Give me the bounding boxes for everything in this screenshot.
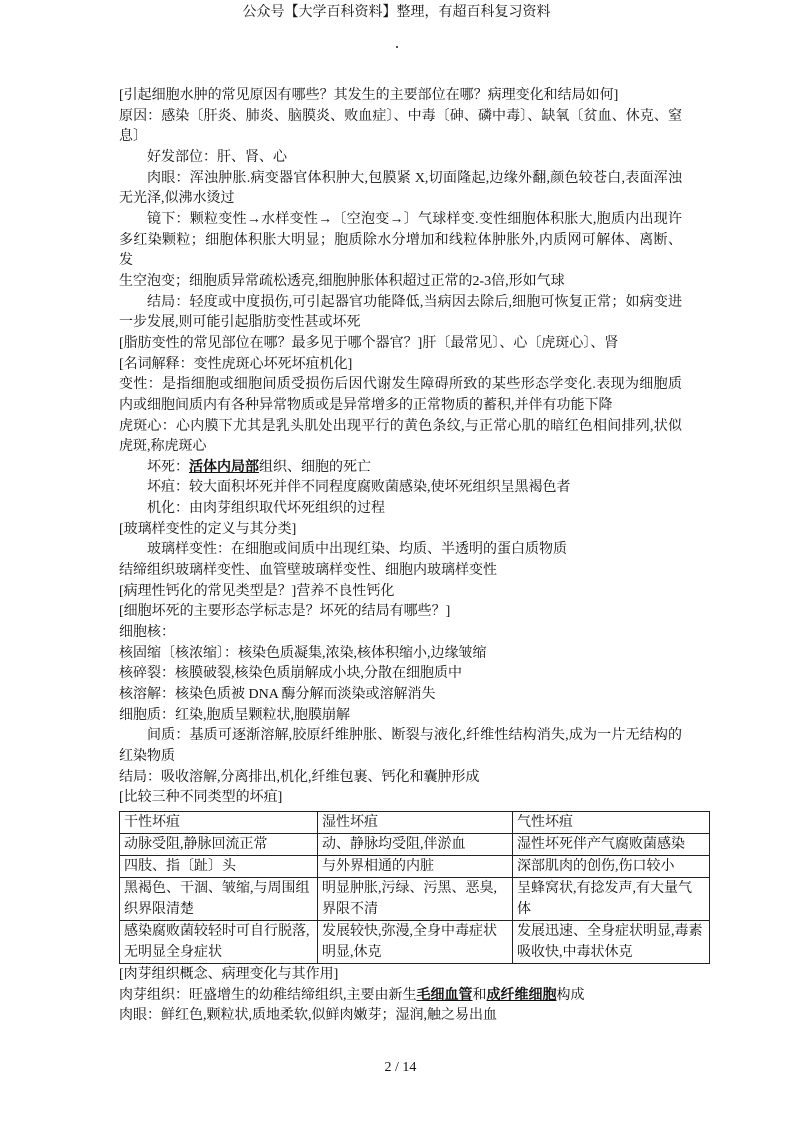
text-line: 息〕 (119, 129, 147, 145)
text-line: 变性：是指细胞或细胞间质受损伤后因代谢发生障碍所致的某些形态学变化.表现为细胞质 (119, 377, 682, 393)
table-cell: 黑褐色、干涸、皱缩,与周围组织界限清楚 (120, 877, 318, 920)
table-cell: 明显肿胀,污绿、污黑、恶臭,界限不清 (318, 877, 513, 920)
table-cell: 湿性坏疽 (318, 811, 513, 833)
page-header: 公众号【大学百科资料】整理，有超百科复习资料 (242, 5, 551, 20)
table-row (120, 877, 710, 920)
emphasized-term: 成纤维细胞 (486, 987, 557, 1003)
text-line: 玻璃样变性：在细胞或间质中出现红染、均质、半透明的蛋白质物质 (147, 542, 567, 558)
table-cell: 呈蜂窝状,有捻发声,有大量气体 (513, 877, 710, 920)
text-line: 间质：基质可逐渐溶解,胶原纤维肿胀、断裂与液化,纤维性结构消失,成为一片无结构的 (147, 728, 682, 744)
text-line: [病理性钙化的常见类型是？]营养不良性钙化 (119, 583, 395, 599)
text-line: 好发部位：肝、肾、心 (147, 149, 287, 165)
text-line: 机化：由肉芽组织取代坏死组织的过程 (147, 501, 385, 517)
text-line: 核固缩〔核浓缩〕：核染色质凝集,浓染,核体积缩小,边缘皱缩 (119, 645, 487, 661)
text-line: 虎斑,称虎斑心 (119, 439, 207, 455)
text-line: 肉眼：鲜红色,颗粒状,质地柔软,似鲜肉嫩芽；湿润,触之易出血 (119, 1008, 497, 1024)
text-line: 红染物质 (119, 749, 175, 764)
text-line: 结缔组织玻璃样变性、血管壁玻璃样变性、细胞内玻璃样变性 (119, 563, 497, 579)
text-segment: 坏死： (147, 459, 189, 475)
table-row (120, 920, 710, 963)
table-cell: 动、静脉均受阻,伴淤血 (318, 833, 513, 855)
text-line: 核溶解：核染色质被 DNA 酶分解而淡染或溶解消失 (119, 687, 436, 703)
table-row (120, 855, 710, 877)
table-header-row (120, 811, 710, 833)
text-line: [比较三种不同类型的坏疽] (119, 790, 283, 806)
text-line: 一步发展,则可能引起脂肪变性甚或坏死 (119, 315, 361, 331)
text-segment: 组织、细胞的死亡 (259, 459, 371, 475)
table-row (120, 833, 710, 855)
text-line: [肉芽组织概念、病理变化与其作用] (119, 966, 339, 982)
text-line: 原因：感染〔肝炎、肺炎、脑膜炎、败血症〕、中毒〔砷、磷中毒〕、缺氧〔贫血、休克、窒 (119, 108, 682, 124)
text-line: [脂肪变性的常见部位在哪？最多见于哪个器官？]肝〔最常见〕、心〔虎斑心〕、肾 (119, 335, 619, 351)
table-cell: 干性坏疽 (120, 811, 318, 833)
text-segment: 和 (472, 987, 487, 1003)
text-line (119, 458, 682, 479)
document-body-continued (119, 965, 682, 1027)
text-line: [名词解释：变性虎斑心坏死坏疽机化] (119, 356, 353, 372)
text-line: 内或细胞间质内有各种异常物质或是异常增多的正常物质的蓄积,并伴有功能下降 (119, 397, 613, 413)
header-dot (396, 46, 398, 48)
document-body (119, 86, 682, 809)
table-cell: 动脉受阻,静脉回流正常 (120, 833, 318, 855)
emphasized-term: 毛细血管 (416, 987, 473, 1003)
text-line: 核碎裂：核膜破裂,核染色质崩解成小块,分散在细胞质中 (119, 666, 462, 682)
text-segment: 构成 (556, 987, 585, 1003)
text-line: [玻璃样变性的定义与其分类] (119, 521, 297, 537)
table-cell: 与外界相通的内脏 (318, 855, 513, 877)
table-cell: 湿性坏死伴产气腐败菌感染 (513, 833, 710, 855)
table-cell: 感染腐败菌较轻时可自行脱落,无明显全身症状 (120, 920, 318, 963)
text-line: 坏疽：较大面积坏死并伴不同程度腐败菌感染,使坏死组织呈黑褐色者 (147, 480, 571, 496)
text-line: 镜下：颗粒变性→水样变性→〔空泡变→〕气球样变.变性细胞体积胀大,胞质内出现许 (147, 211, 682, 227)
text-segment: 肉芽组织：旺盛增生的幼稚结缔组织,主要由新生 (119, 987, 417, 1003)
text-line: [细胞坏死的主要形态学标志是？坏死的结局有哪些？] (119, 604, 451, 620)
table-cell: 发展迅速、全身症状明显,毒素吸收快,中毒状休克 (513, 920, 710, 963)
text-line: 无光泽,似沸水烫过 (119, 191, 235, 207)
page-number: 2 / 14 (384, 1059, 417, 1075)
text-line: 生空泡变；细胞质异常疏松透亮,细胞肿胀体积超过正常的2-3倍,形如气球 (119, 273, 565, 289)
text-line: 细胞核： (119, 625, 175, 641)
text-line: 结局：轻度或中度损伤,可引起器官功能降低,当病因去除后,细胞可恢复正常；如病变进 (147, 294, 682, 310)
table-cell: 发展较快,弥漫,全身中毒症状明显,休克 (318, 920, 513, 963)
text-line: 细胞质：红染,胞质呈颗粒状,胞膜崩解 (119, 707, 350, 723)
table-cell: 四肢、指〔趾〕头 (120, 855, 318, 877)
text-line: [引起细胞水肿的常见原因有哪些？其发生的主要部位在哪？病理变化和结局如何] (119, 88, 619, 103)
page-content (119, 86, 703, 1097)
table-cell: 深部肌肉的创伤,伤口较小 (513, 855, 710, 877)
text-line: 肉眼：浑浊肿胀.病变器官体积肿大,包膜紧 X,切面隆起,边缘外翻,颜色较苍白,表面浑浊 (147, 170, 682, 186)
text-line: 结局：吸收溶解,分离排出,机化,纤维包裹、钙化和囊肿形成 (119, 769, 480, 785)
text-line: 虎斑心：心内膜下尤其是乳头肌处出现平行的黄色条纹,与正常心肌的暗红色相间排列,状似 (119, 418, 682, 434)
text-line: 多红染颗粒；细胞体积胀大明显；胞质除水分增加和线粒体肿胀外,内质网可解体、离断、发 (119, 232, 682, 269)
text-line (119, 986, 682, 1007)
emphasized-term: 活体内局部 (189, 459, 259, 475)
table-cell: 气性坏疽 (513, 811, 710, 833)
gangrene-comparison-table (119, 811, 710, 964)
